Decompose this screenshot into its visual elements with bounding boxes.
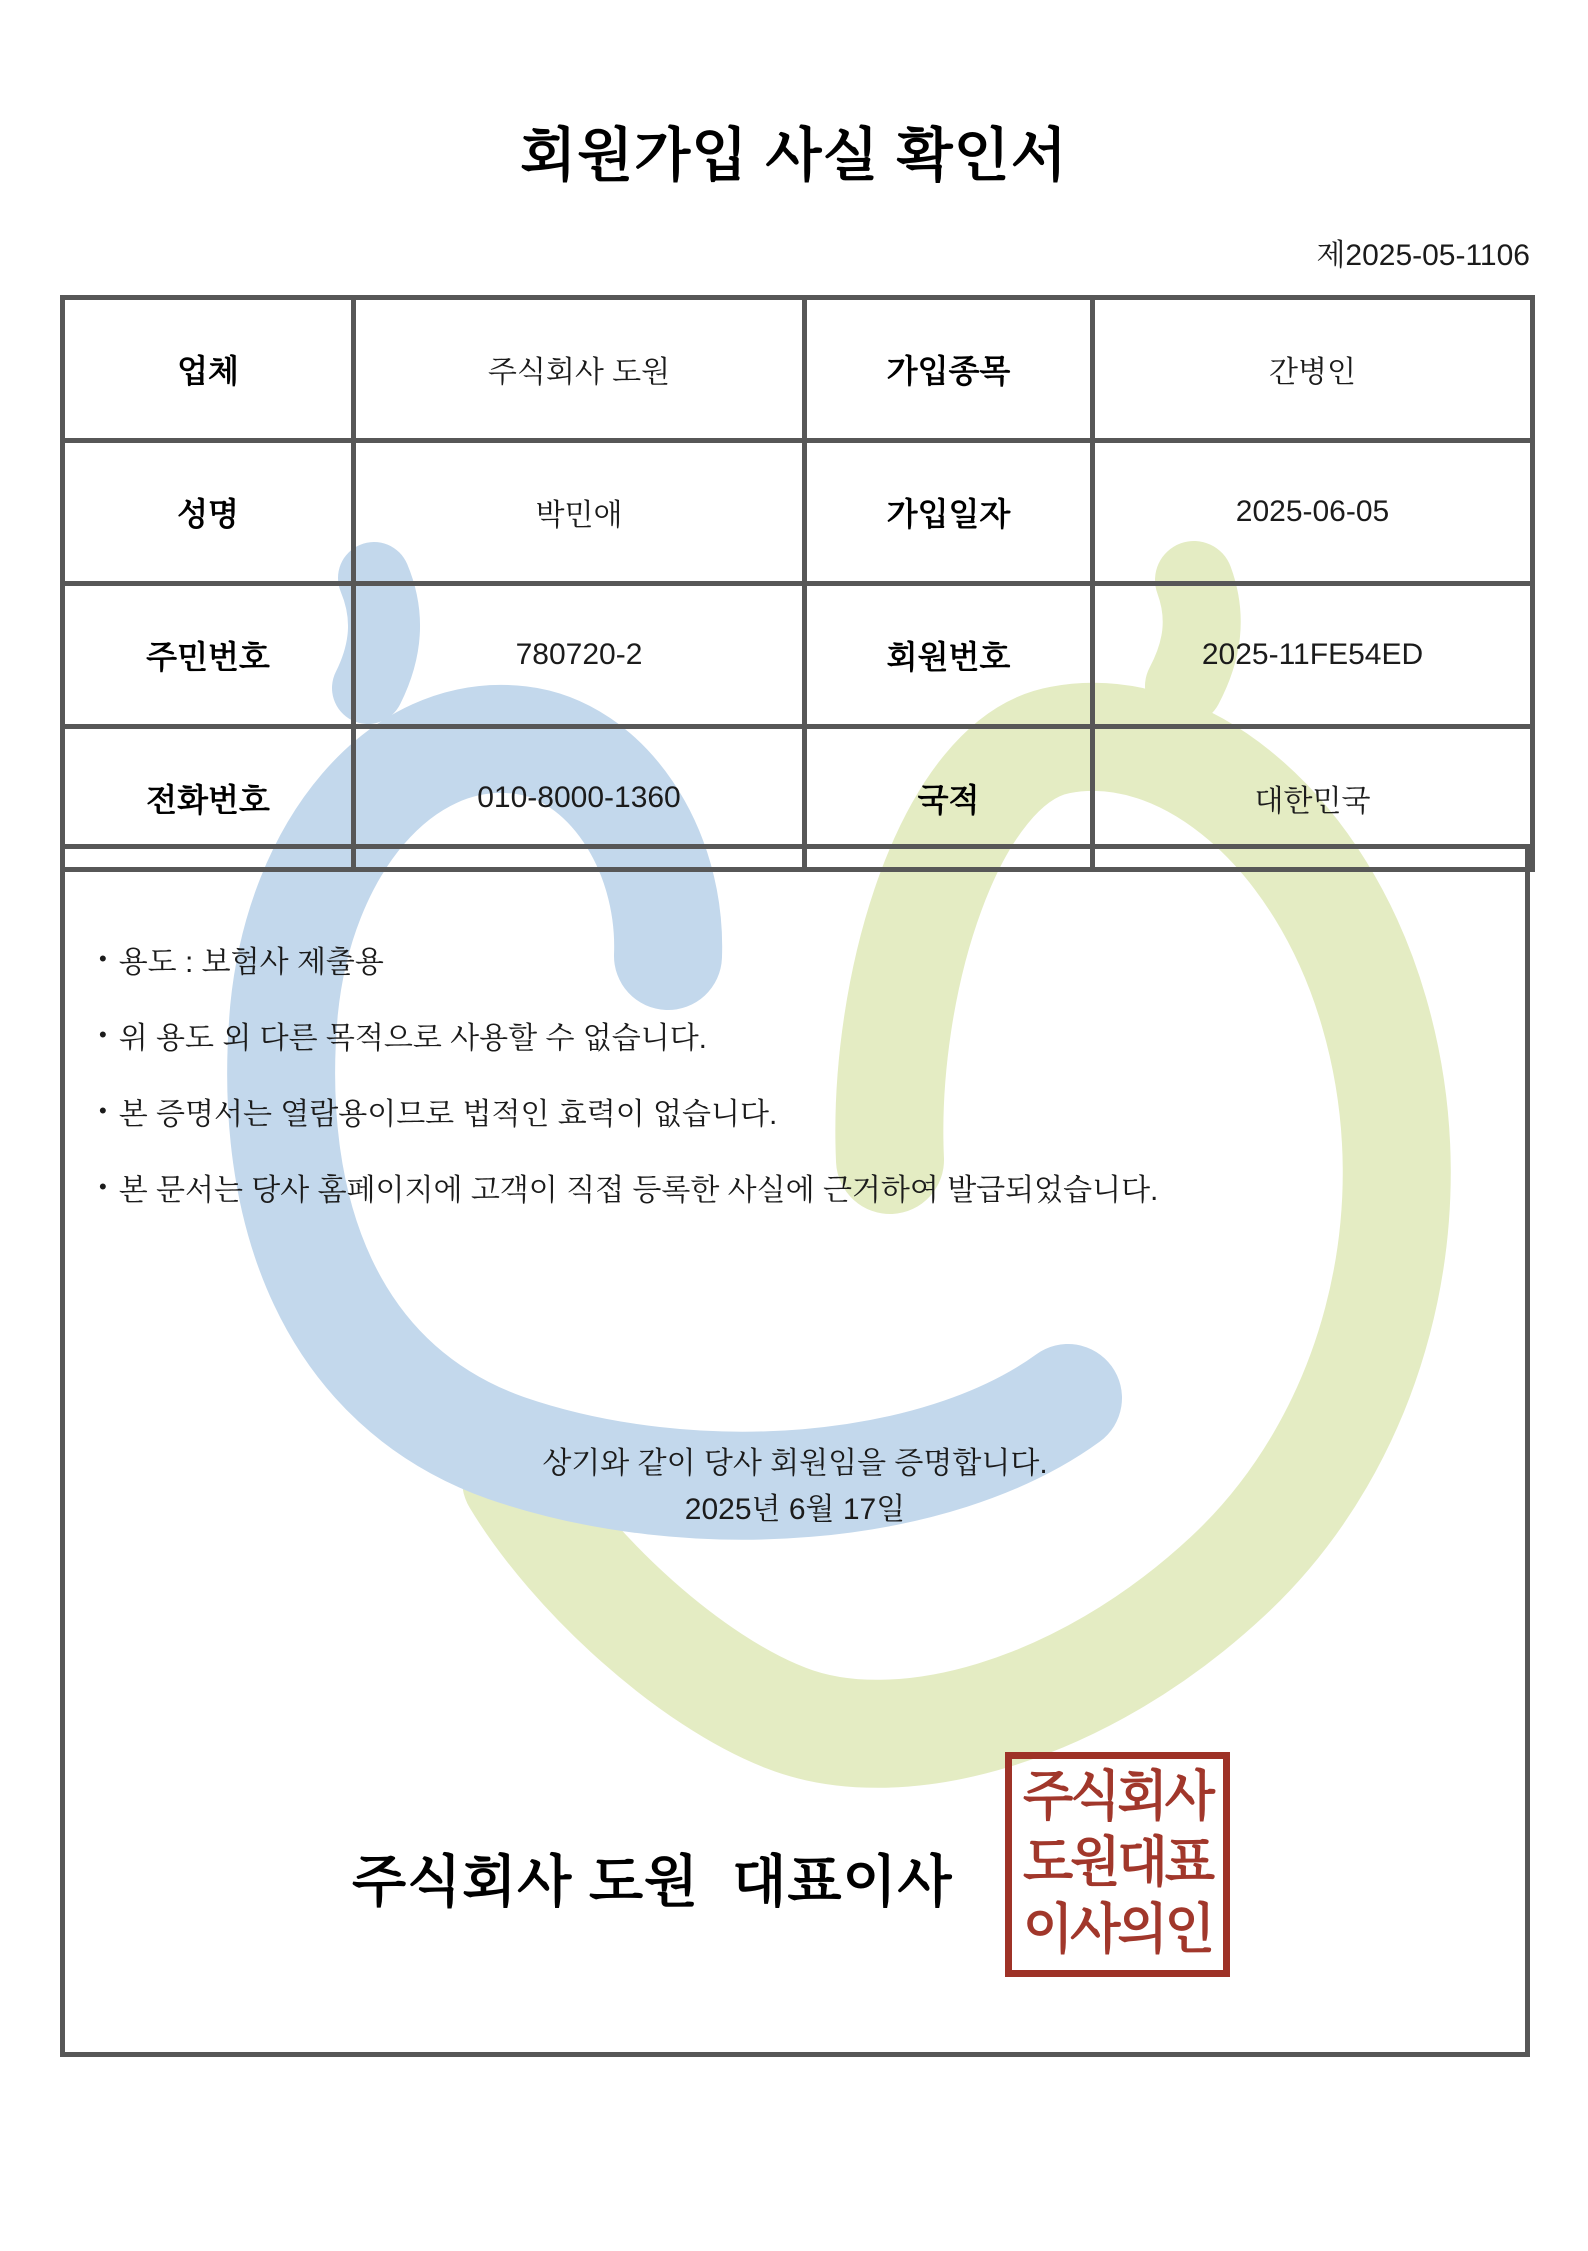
value-member-no: 2025-11FE54ED [1093,584,1533,727]
table-row [63,584,1533,727]
label-join-type: 가입종목 [805,298,1093,441]
company-signature: 주식회사 도원 대표이사 [352,1850,953,1913]
certification-statement [65,1441,1525,1533]
label-member-no: 회원번호 [805,584,1093,727]
value-phone: 010-8000-1360 [354,727,805,870]
value-join-type: 간병인 [1093,298,1533,441]
value-name: 박민애 [354,441,805,584]
note-text: 본 문서는 당사 홈페이지에 고객이 직접 등록한 사실에 근거하여 발급되었습니다. [118,1174,1159,1207]
bullet-icon: • [99,1174,107,1199]
note-item [99,1089,1158,1133]
label-join-date: 가입일자 [805,441,1093,584]
label-resident-no: 주민번호 [63,584,354,727]
table-row [63,298,1533,441]
statement-text: 상기와 같이 당사 회원임을 증명합니다. [542,1447,1048,1480]
label-name: 성명 [63,441,354,584]
value-nationality: 대한민국 [1093,727,1533,870]
note-item [99,1013,1158,1057]
seal-text-line: 도원대표 [1023,1834,1212,1894]
label-nationality: 국적 [805,727,1093,870]
label-phone: 전화번호 [63,727,354,870]
value-company: 주식회사 도원 [354,298,805,441]
company-seal [1005,1752,1230,1977]
page-title: 회원가입 사실 확인서 [520,123,1068,188]
value-join-date: 2025-06-05 [1093,441,1533,584]
notes-list [99,937,1158,1241]
issue-date: 2025년 6월 17일 [684,1493,906,1526]
note-text: 본 증명서는 열람용이므로 법적인 효력이 없습니다. [118,1098,778,1131]
note-text: 용도 : 보험사 제출용 [118,946,384,979]
table-row [63,441,1533,584]
bullet-icon: • [99,1098,107,1123]
seal-text-line: 주식회사 [1023,1767,1212,1828]
bullet-icon: • [99,1022,107,1047]
note-item [99,937,1158,981]
document-number: 제2025-05-1106 [1316,239,1530,272]
value-resident-no: 780720-2 [354,584,805,727]
member-info-table [60,295,1535,872]
note-item [99,1165,1158,1209]
bullet-icon: • [99,946,107,971]
seal-text-line: 이사의인 [1023,1900,1212,1960]
note-text: 위 용도 외 다른 목적으로 사용할 수 없습니다. [118,1022,708,1055]
label-company: 업체 [63,298,354,441]
